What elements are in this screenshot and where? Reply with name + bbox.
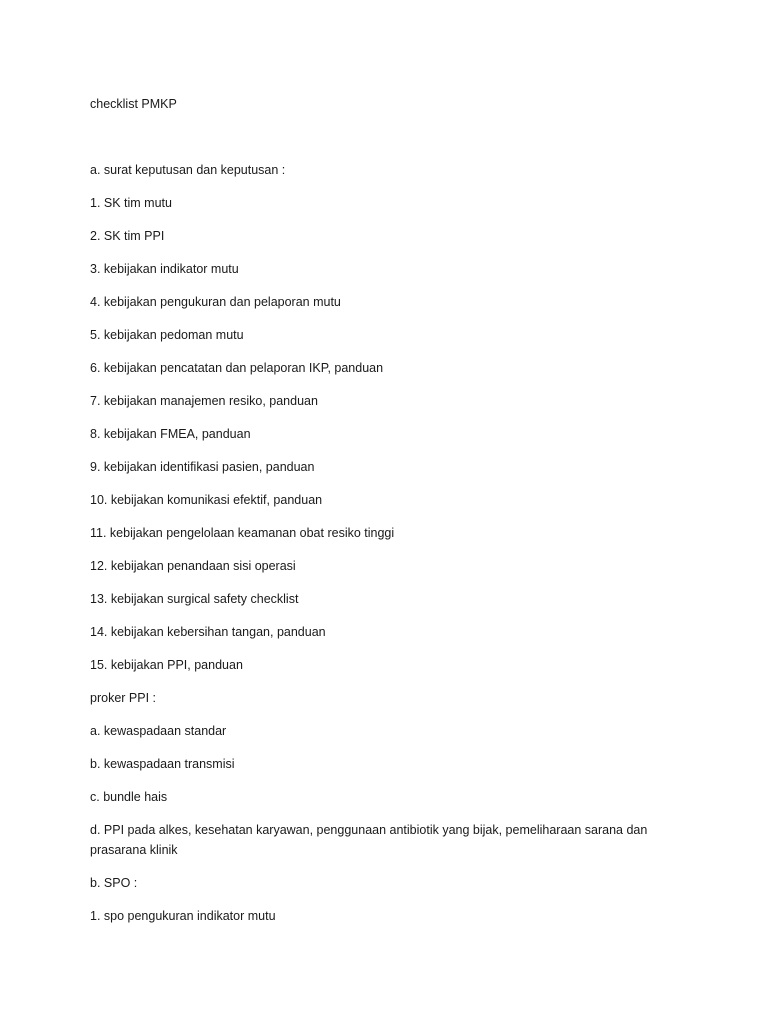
list-item: d. PPI pada alkes, kesehatan karyawan, penggunaan antibiotik yang bijak, pemeliharaan sarana dan prasarana klinik bbox=[90, 823, 648, 857]
list-item: 8. kebijakan FMEA, panduan bbox=[90, 427, 251, 441]
list-item: 1. spo pengukuran indikator mutu bbox=[90, 909, 276, 923]
proker-heading: proker PPI : bbox=[90, 691, 156, 705]
list-item: 7. kebijakan manajemen resiko, panduan bbox=[90, 394, 318, 408]
section-a-heading: a. surat keputusan dan keputusan : bbox=[90, 163, 286, 177]
list-item: 5. kebijakan pedoman mutu bbox=[90, 328, 244, 342]
list-item: 6. kebijakan pencatatan dan pelaporan IKP, panduan bbox=[90, 361, 384, 375]
list-item: c. bundle hais bbox=[90, 790, 168, 804]
document-title: checklist PMKP bbox=[90, 97, 177, 111]
list-item: 3. kebijakan indikator mutu bbox=[90, 262, 239, 276]
list-item: b. kewaspadaan transmisi bbox=[90, 757, 235, 771]
list-item: 2. SK tim PPI bbox=[90, 229, 165, 243]
list-item: 11. kebijakan pengelolaan keamanan obat resiko tinggi bbox=[90, 526, 395, 540]
list-item: 15. kebijakan PPI, panduan bbox=[90, 658, 243, 672]
list-item: 9. kebijakan identifikasi pasien, panduan bbox=[90, 460, 315, 474]
list-item: a. kewaspadaan standar bbox=[90, 724, 227, 738]
list-item: 12. kebijakan penandaan sisi operasi bbox=[90, 559, 296, 573]
list-item: 10. kebijakan komunikasi efektif, panduan bbox=[90, 493, 323, 507]
list-item: 13. kebijakan surgical safety checklist bbox=[90, 592, 299, 606]
list-item: 4. kebijakan pengukuran dan pelaporan mutu bbox=[90, 295, 341, 309]
list-item: 1. SK tim mutu bbox=[90, 196, 172, 210]
list-item: 14. kebijakan kebersihan tangan, panduan bbox=[90, 625, 326, 639]
section-b-heading: b. SPO : bbox=[90, 876, 138, 890]
document-body bbox=[90, 94, 670, 939]
